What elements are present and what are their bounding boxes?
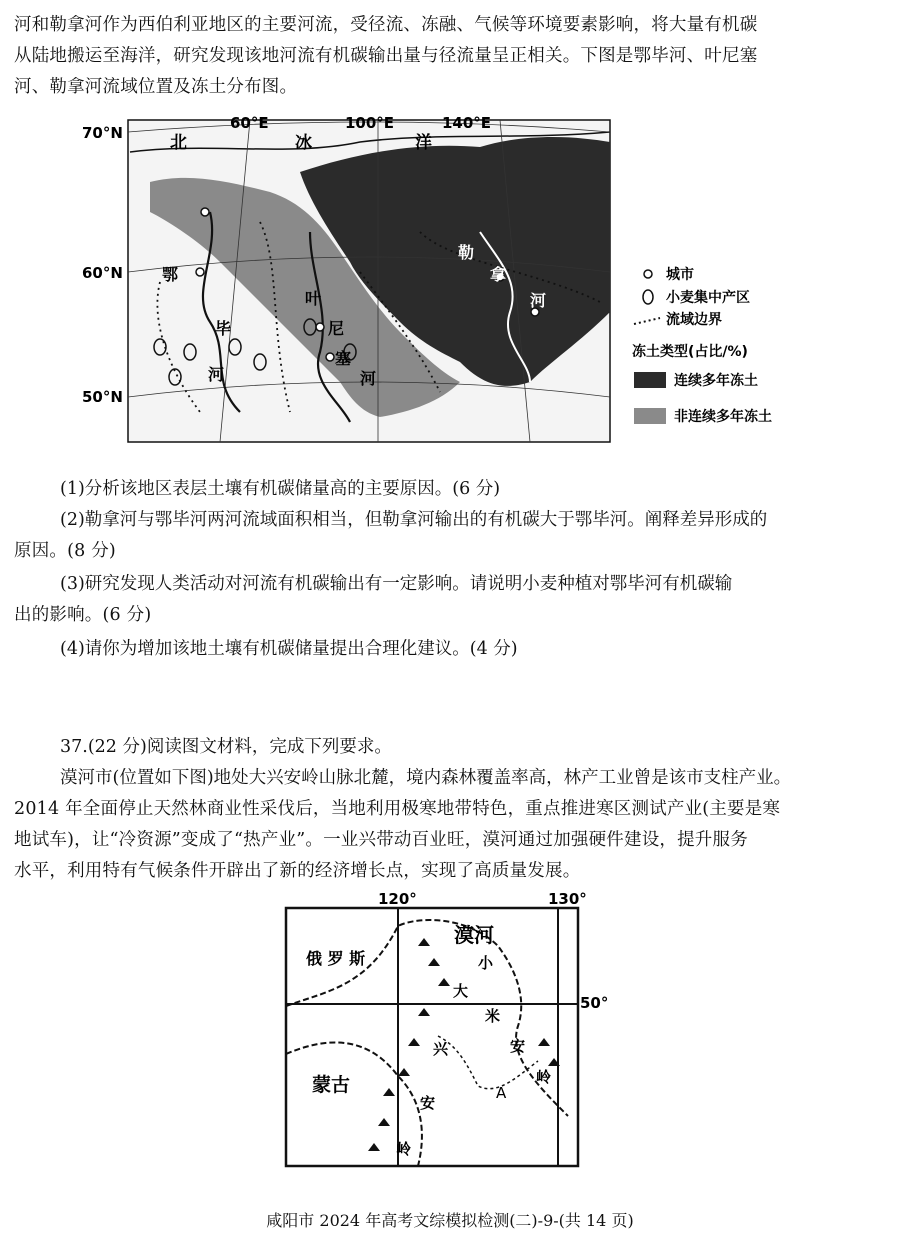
city-marker: [201, 208, 209, 216]
xiaoxing-label: 小: [478, 954, 494, 972]
ob-label: 毕: [215, 319, 232, 338]
map-legend: [632, 266, 772, 425]
q37-line-2: 2014 年全面停止天然林商业性采伐后，当地利用极寒地带特色，重点推进寒区测试产业(主要是寒: [14, 799, 781, 819]
legend-continuous-swatch: [634, 372, 666, 388]
legend-discontinuous-swatch: [634, 408, 666, 424]
intro-paragraph: [14, 10, 886, 103]
lena-label: 拿: [490, 265, 507, 284]
xiaoxing-label: 岭: [536, 1068, 552, 1086]
q37-line-1: 漠河市(位置如下图)地处大兴安岭山脉北麓，境内森林覆盖率高，林产工业曾是该市支柱产业。: [60, 768, 792, 788]
legend-boundary: 流域边界: [666, 312, 722, 328]
city-marker: [196, 268, 204, 276]
lena-label: 河: [530, 291, 547, 310]
lon-label: 100°E: [345, 114, 395, 132]
daxing-label: 大: [453, 982, 469, 1000]
siberia-permafrost-map: [60, 112, 830, 462]
daxing-label: 兴: [433, 1040, 449, 1058]
legend-boundary-icon: [634, 318, 660, 324]
q37-line-3: 地试车)，让“冷资源”变成了“热产业”。一业兴带动百业旺，漠河通过加强硬件建设，提升服务: [14, 830, 748, 850]
yenisei-label: 叶: [305, 289, 322, 308]
question-3-line-1: (3)研究发现人类活动对河流有机碳输出有一定影响。请说明小麦种植对鄂毕河有机碳输: [60, 574, 733, 594]
question-2-line-1: (2)勒拿河与鄂毕河两河流域面积相当，但勒拿河输出的有机碳大于鄂毕河。阐释差异形成的: [60, 510, 768, 530]
intro-line-2: 从陆地搬运至海洋，研究发现该地河流有机碳输出量与径流量呈正相关。下图是鄂毕河、叶尼塞: [14, 46, 758, 66]
question-1: (1)分析该地区表层土壤有机碳储量高的主要原因。(6 分): [60, 479, 501, 499]
page-footer: 咸阳市 2024 年高考文综模拟检测(二)-9-(共 14 页): [266, 1211, 634, 1230]
map2-frame: [286, 908, 578, 1166]
xiaoxing-label: 米: [485, 1007, 501, 1025]
intro-line-1: 河和勒拿河作为西伯利亚地区的主要河流，受径流、冻融、气候等环境要素影响，将大量有机碳: [14, 15, 758, 35]
yenisei-label: 尼: [328, 319, 345, 338]
lena-label: 勒: [458, 243, 475, 262]
ob-label: 河: [208, 365, 225, 384]
ocean-label: 冰: [295, 133, 312, 153]
city-marker: [326, 353, 334, 361]
question-4: (4)请你为增加该地土壤有机碳储量提出合理化建议。(4 分): [60, 639, 518, 659]
point-a-label: A: [496, 1084, 507, 1102]
xiaoxing-label: 安: [510, 1037, 526, 1055]
lon-label: 140°E: [442, 114, 492, 132]
lon-label: 130°: [548, 890, 587, 908]
ob-label: 鄂: [162, 265, 179, 284]
lat-label: 70°N: [82, 124, 123, 142]
city-marker: [316, 323, 324, 331]
russia-label: 俄 罗 斯: [306, 949, 366, 968]
lon-label: 120°: [378, 890, 417, 908]
legend-discontinuous: 非连续多年冻土: [674, 409, 772, 425]
q37-line-4: 水平，利用特有气候条件开辟出了新的经济增长点，实现了高质量发展。: [14, 861, 581, 881]
intro-line-3: 河、勒拿河流域位置及冻土分布图。: [14, 77, 298, 97]
lat-label: 50°: [580, 994, 609, 1012]
lat-label: 50°N: [82, 388, 123, 406]
legend-permafrost-title: 冻土类型(占比/%): [632, 344, 748, 360]
ocean-label: 洋: [415, 133, 432, 153]
legend-city-icon: [644, 270, 652, 278]
yenisei-label: 塞: [335, 349, 352, 368]
legend-wheat-icon: [643, 290, 653, 304]
mongolia-label: 蒙古: [312, 1074, 351, 1096]
lat-label: 60°N: [82, 264, 123, 282]
daxing-label: 安: [420, 1094, 436, 1112]
q37-heading: 37.(22 分)阅读图文材料，完成下列要求。: [60, 737, 392, 757]
yenisei-label: 河: [360, 369, 377, 388]
legend-wheat: 小麦集中产区: [666, 290, 750, 306]
mohe-location-map: [268, 886, 609, 1172]
ocean-label: 北: [170, 133, 187, 153]
legend-continuous: 连续多年冻土: [674, 373, 758, 389]
lon-label: 60°E: [230, 114, 269, 132]
question-3-line-2: 出的影响。(6 分): [14, 605, 152, 625]
daxing-label: 岭: [396, 1140, 412, 1158]
legend-city: 城市: [666, 267, 694, 283]
question-2-line-2: 原因。(8 分): [14, 541, 116, 561]
mohe-label: 漠河: [454, 923, 494, 947]
